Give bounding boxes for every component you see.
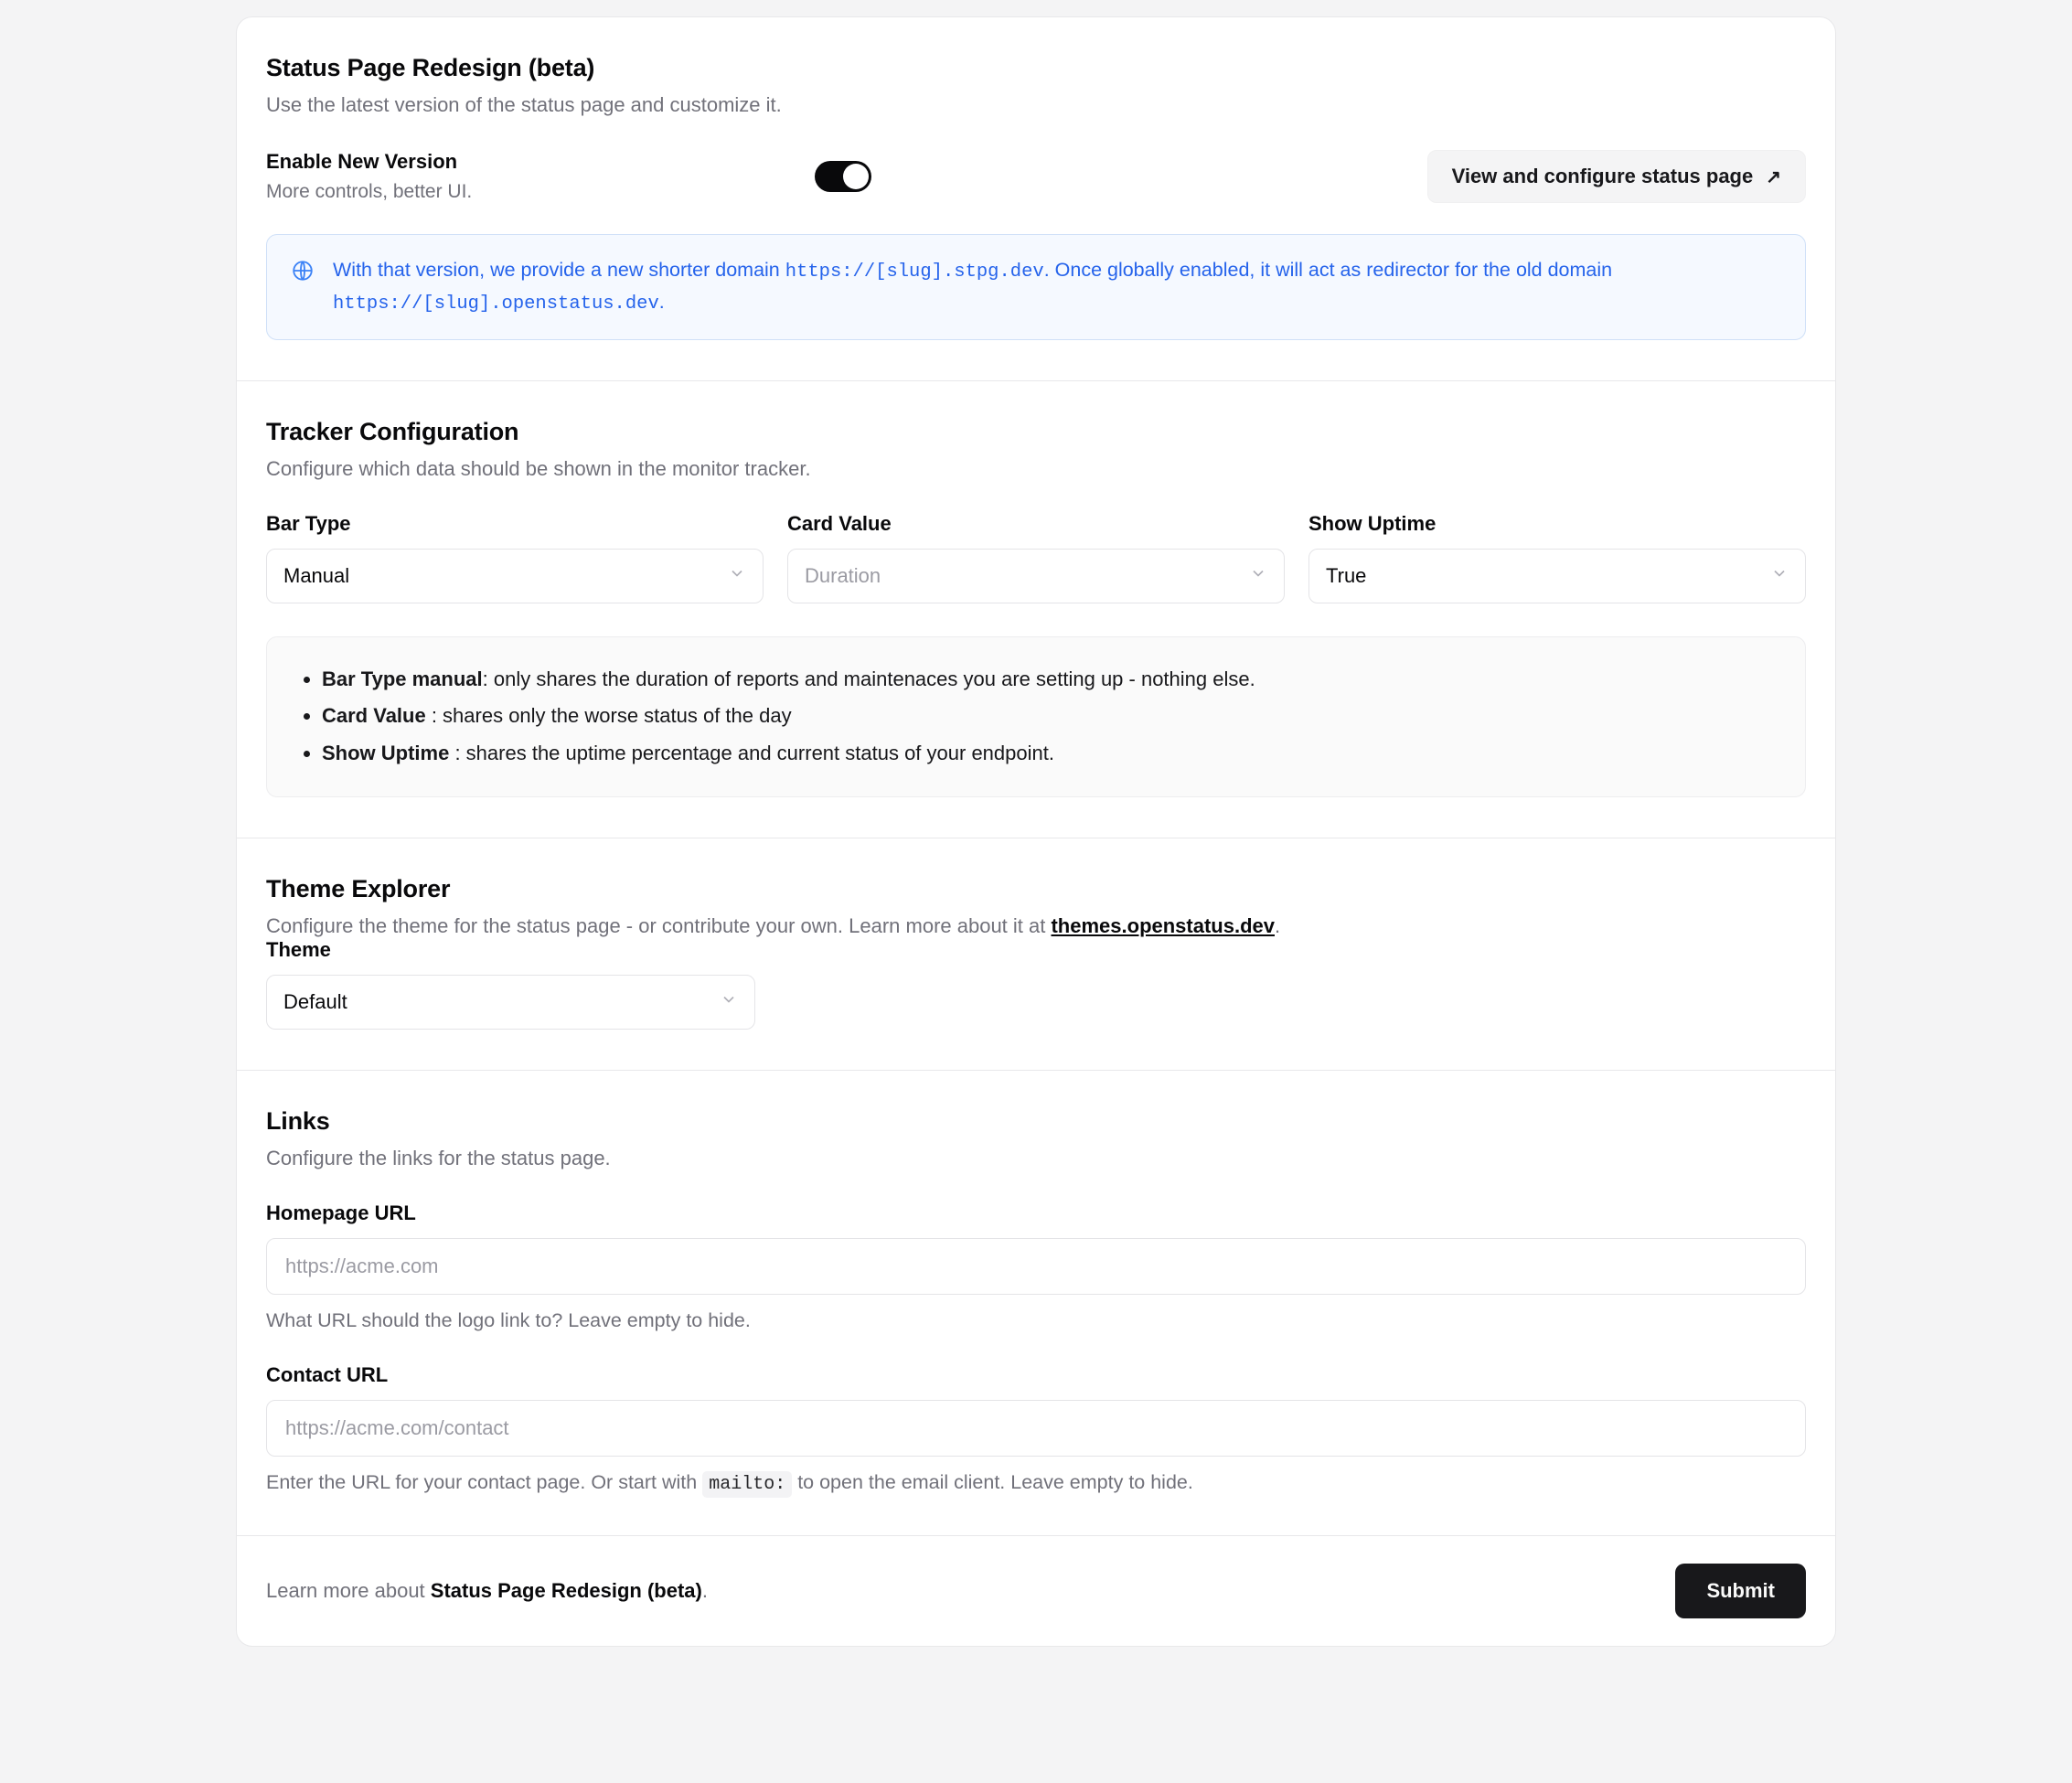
card-footer	[237, 1536, 1835, 1646]
enable-new-version-labels	[266, 150, 815, 203]
banner-domain-old: https://[slug].openstatus.dev	[333, 293, 659, 315]
chevron-down-icon	[1249, 564, 1267, 587]
toggle-knob	[843, 164, 869, 189]
list-item	[322, 698, 1778, 735]
contact-url-help	[266, 1471, 1806, 1495]
enable-new-version-label: Enable New Version	[266, 150, 458, 173]
label-show-uptime: Show Uptime	[1308, 511, 1437, 535]
list-item	[322, 735, 1778, 773]
select-bar-type-value: Manual	[283, 563, 350, 587]
submit-button[interactable]: Submit	[1675, 1564, 1806, 1618]
chevron-down-icon	[1770, 564, 1789, 587]
enable-new-version-row	[266, 150, 1806, 203]
section-status-page-redesign	[237, 17, 1835, 381]
external-link-icon: ↗	[1766, 166, 1781, 187]
chevron-down-icon	[728, 564, 746, 587]
enable-new-version-toggle[interactable]	[815, 161, 871, 192]
banner-text-1: With that version, we provide a new shorter domain	[333, 259, 785, 281]
enable-new-version-sublabel: More controls, better UI.	[266, 181, 473, 202]
tracker-notes	[266, 636, 1806, 797]
themes-openstatus-link[interactable]: themes.openstatus.dev	[1051, 913, 1275, 937]
homepage-url-input[interactable]	[266, 1238, 1806, 1295]
footer-text-2: .	[701, 1578, 708, 1602]
select-theme[interactable]	[266, 975, 755, 1030]
tracker-fields-row	[266, 512, 1806, 603]
chevron-down-icon	[720, 990, 738, 1013]
field-bar-type	[266, 512, 764, 603]
select-card-value-value: Duration	[805, 563, 881, 587]
select-bar-type[interactable]	[266, 549, 764, 603]
label-card-value: Card Value	[787, 511, 892, 535]
section-links	[237, 1071, 1835, 1536]
globe-icon	[291, 259, 315, 283]
footer-text-1: Learn more about	[266, 1578, 431, 1602]
field-card-value	[787, 512, 1285, 603]
note-term: Bar Type manual	[322, 667, 483, 690]
field-theme	[266, 938, 755, 1030]
label-homepage-url: Homepage URL	[266, 1201, 416, 1224]
info-banner-text	[333, 255, 1781, 319]
section-title-tracker: Tracker Configuration	[266, 417, 519, 445]
banner-text-3: .	[658, 290, 665, 313]
note-text: : shares only the worse status of the day	[425, 704, 792, 728]
homepage-url-help: What URL should the logo link to? Leave empty to hide.	[266, 1308, 751, 1331]
label-bar-type: Bar Type	[266, 511, 351, 535]
section-tracker-configuration	[237, 381, 1835, 838]
info-banner	[266, 234, 1806, 340]
select-theme-value: Default	[283, 989, 347, 1013]
contact-help-code: mailto:	[702, 1471, 792, 1498]
note-text: : shares the uptime percentage and current status of your endpoint.	[449, 741, 1054, 764]
section-description-tracker: Configure which data should be shown in the monitor tracker.	[266, 456, 811, 480]
section-description-theme	[266, 914, 1806, 938]
select-show-uptime[interactable]	[1308, 549, 1806, 603]
list-item	[322, 661, 1778, 699]
view-button-label: View and configure status page	[1451, 165, 1754, 187]
select-show-uptime-value: True	[1326, 563, 1367, 587]
banner-text-2: . Once globally enabled, it will act as redirector for the old domain	[1043, 259, 1613, 281]
section-description-redesign: Use the latest version of the status page and customize it.	[266, 93, 782, 116]
note-term: Card Value	[322, 704, 426, 728]
section-title-theme: Theme Explorer	[266, 874, 451, 902]
view-and-configure-status-page-button[interactable]	[1427, 150, 1806, 203]
section-title-redesign: Status Page Redesign (beta)	[266, 54, 595, 81]
section-title-links: Links	[266, 1106, 330, 1135]
note-term: Show Uptime	[322, 741, 450, 764]
banner-domain-new: https://[slug].stpg.dev	[785, 262, 1044, 283]
label-contact-url: Contact URL	[266, 1362, 389, 1386]
footer-text	[266, 1579, 708, 1603]
settings-card	[236, 16, 1836, 1647]
contact-help-2: to open the email client. Leave empty to hide.	[792, 1470, 1193, 1493]
theme-desc-2: .	[1275, 913, 1281, 937]
field-show-uptime	[1308, 512, 1806, 603]
contact-url-input[interactable]	[266, 1400, 1806, 1457]
select-card-value[interactable]	[787, 549, 1285, 603]
section-description-links: Configure the links for the status page.	[266, 1146, 611, 1169]
note-text: : only shares the duration of reports and maintenaces you are setting up - nothing else.	[482, 667, 1255, 690]
footer-link[interactable]: Status Page Redesign (beta)	[430, 1578, 702, 1602]
label-theme: Theme	[266, 937, 331, 961]
theme-desc-1: Configure the theme for the status page - or contribute your own. Learn more about it at	[266, 913, 1052, 937]
section-theme-explorer	[237, 838, 1835, 1071]
contact-help-1: Enter the URL for your contact page. Or start with	[266, 1470, 703, 1493]
